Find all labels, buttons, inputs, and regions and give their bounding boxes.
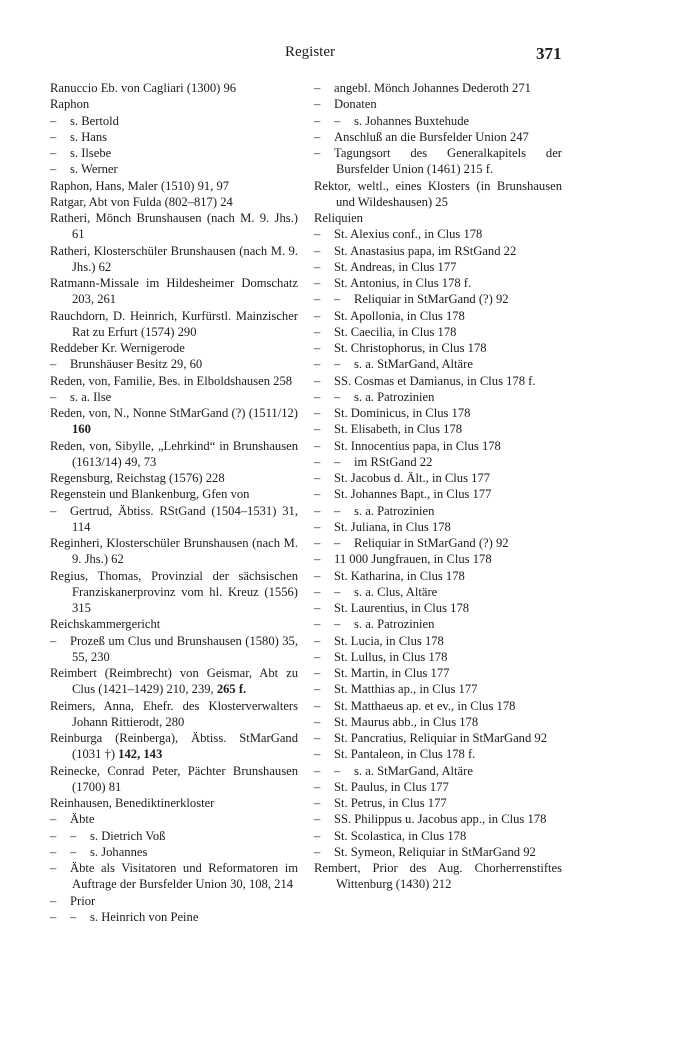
entry-text: St. Johannes Bapt., in Clus 177 (334, 487, 492, 502)
entry-text: Reden, von, Familie, Bes. in Elboldshausen 258 (50, 373, 293, 388)
entry-text: Äbte als Visitatoren und Reformatoren im Auftrage der Bursfelder Union 30, 108, 214 (70, 861, 298, 892)
entry-text: Ratheri, Klosterschüler Brunshausen (nach M. 9. Jhs.) 62 (50, 243, 298, 274)
subentry-dash: – (314, 779, 321, 794)
entry-text: St. Anastasius papa, im RStGand 22 (334, 243, 517, 258)
subentry-dash: – (314, 471, 321, 485)
subentry-dash: – (314, 796, 321, 810)
entry-text: s. a. StMarGand, Altäre (354, 763, 473, 778)
entry-text: Reinecke, Conrad Peter, Pächter Brunshausen (1700) 81 (50, 763, 298, 794)
subentry-dash: – (50, 357, 57, 372)
entry-text: St. Scolastica, in Clus 178 (334, 828, 467, 843)
entry-text: s. a. Clus, Altäre (354, 584, 438, 599)
index-entry (314, 730, 562, 746)
subentry-dash: – (50, 844, 57, 859)
entry-text: s. Hans (70, 129, 108, 144)
index-entry (314, 438, 562, 454)
index-entry (314, 389, 562, 405)
subentry-dash: – (314, 438, 321, 453)
subentry-dash: – (314, 454, 321, 469)
subentry-dash: – (314, 617, 321, 632)
entry-text: Ratgar, Abt von Fulda (802–817) 24 (50, 194, 233, 209)
entry-text: Reichskammergericht (50, 617, 161, 632)
entry-main-reference: 142, 143 (118, 747, 163, 762)
index-entry (314, 746, 562, 762)
index-entry (314, 698, 562, 714)
index-entry (50, 633, 298, 666)
index-entry (314, 275, 562, 291)
subentry-dash: – (314, 698, 321, 713)
index-entry (50, 373, 298, 389)
subentry-dash: – (314, 503, 321, 518)
subentry-dash: – (314, 243, 321, 258)
entry-text: Brunshäuser Besitz 29, 60 (70, 357, 203, 372)
entry-text: SS. Philippus u. Jacobus app., in Clus 178 (334, 812, 547, 827)
subentry-dash: – (314, 422, 321, 437)
subentry-dash: – (314, 812, 321, 827)
index-entry (314, 714, 562, 730)
index-entry (314, 795, 562, 811)
index-entry (50, 535, 298, 568)
entry-text: s. Johannes Buxtehude (354, 113, 470, 128)
index-entry (50, 356, 298, 372)
entry-text: St. Caecilia, in Clus 178 (334, 324, 457, 339)
index-entry (50, 113, 298, 129)
entry-text: Rektor, weltl., eines Klosters (in Brunshausen und Wildeshausen) 25 (314, 178, 562, 209)
index-entry (314, 860, 562, 893)
index-entry (50, 438, 298, 471)
entry-text: Reimers, Anna, Ehefr. des Klosterverwalters Johann Rittierodt, 280 (50, 698, 298, 729)
entry-text: Regensburg, Reichstag (1576) 228 (50, 471, 225, 485)
entry-text: St. Pancratius, Reliquiar in StMarGand 92 (334, 731, 548, 745)
subentry-dash: – (314, 519, 321, 534)
index-entry (314, 226, 562, 242)
entry-text: s. Bertold (70, 113, 119, 128)
subentry-dash: – (50, 893, 57, 908)
subentry-dash: – (314, 666, 321, 680)
entry-text: Raphon (50, 97, 90, 112)
entry-text: St. Matthaeus ap. et ev., in Clus 178 (334, 698, 516, 713)
index-entry (50, 828, 298, 844)
index-entry (50, 340, 298, 356)
subentry-dash: – (50, 146, 57, 160)
index-column-right (314, 80, 562, 893)
subentry-dash: – (50, 129, 57, 144)
subentry-dash: – (50, 909, 57, 924)
index-entry (314, 243, 562, 259)
subentry-dash: – (314, 487, 321, 502)
index-entry (50, 698, 298, 731)
index-entry (50, 161, 298, 177)
entry-text: Reinhausen, Benediktinerkloster (50, 796, 215, 810)
subentry-dash: – (70, 909, 77, 924)
entry-text: Reliquien (314, 211, 363, 225)
subentry-dash: – (70, 844, 77, 859)
index-entry (50, 275, 298, 308)
index-entry (50, 470, 298, 486)
entry-text: angebl. Mönch Johannes Dederoth 271 (334, 81, 531, 95)
running-head: Register (285, 44, 335, 60)
subentry-dash: – (334, 389, 341, 404)
entry-text: Reliquiar in StMarGand (?) 92 (354, 292, 509, 307)
index-entry (314, 649, 562, 665)
index-entry (314, 113, 562, 129)
entry-text: Reimbert (Reimbrecht) von Geismar, Abt zu Clus (1421–1429) 210, 239, (50, 666, 298, 697)
entry-text: s. Heinrich von Peine (90, 909, 199, 924)
index-entry (314, 633, 562, 649)
index-entry (50, 503, 298, 536)
entry-text: Reinburga (Reinberga), Äbtiss. StMarGand (1031 †) (50, 731, 298, 762)
index-entry (50, 860, 298, 893)
subentry-dash: – (50, 861, 57, 875)
subentry-dash: – (314, 259, 321, 274)
subentry-dash: – (334, 357, 341, 372)
subentry-dash: – (314, 341, 321, 355)
subentry-dash: – (314, 97, 321, 112)
entry-text: St. Dominicus, in Clus 178 (334, 406, 471, 420)
entry-text: Regius, Thomas, Provinzial der sächsischen Franziskanerprovinz vom hl. Kreuz (1556) 315 (50, 568, 298, 615)
subentry-dash: – (334, 584, 341, 599)
entry-text: St. Innocentius papa, in Clus 178 (334, 438, 501, 453)
entry-text: St. Elisabeth, in Clus 178 (334, 422, 463, 437)
entry-text: Reginheri, Klosterschüler Brunshausen (nach M. 9. Jhs.) 62 (50, 536, 298, 567)
subentry-dash: – (314, 584, 321, 599)
entry-main-reference: 160 (72, 422, 91, 437)
subentry-dash: – (50, 503, 57, 518)
subentry-dash: – (314, 324, 321, 339)
entry-text: Regenstein und Blankenburg, Gfen von (50, 487, 250, 502)
index-entry (314, 568, 562, 584)
subentry-dash: – (314, 146, 321, 160)
subentry-dash: – (50, 389, 57, 404)
subentry-dash: – (314, 844, 321, 859)
entry-text: s. Johannes (90, 844, 148, 859)
index-entry (314, 470, 562, 486)
entry-text: s. a. Patrozinien (354, 617, 435, 632)
index-entry (50, 194, 298, 210)
subentry-dash: – (314, 649, 321, 664)
index-entry (314, 324, 562, 340)
subentry-dash: – (314, 81, 321, 95)
entry-text: Raphon, Hans, Maler (1510) 91, 97 (50, 178, 230, 193)
index-entry (314, 763, 562, 779)
entry-text: im RStGand 22 (354, 454, 433, 469)
entry-text: s. Dietrich Voß (90, 828, 166, 843)
subentry-dash: – (314, 276, 321, 290)
entry-text: Prior (70, 893, 96, 908)
subentry-dash: – (314, 633, 321, 648)
index-entry (314, 681, 562, 697)
index-entry (50, 665, 298, 698)
index-entry (314, 129, 562, 145)
index-entry (50, 96, 298, 112)
index-entry (50, 129, 298, 145)
subentry-dash: – (50, 828, 57, 843)
subentry-dash: – (50, 162, 57, 177)
subentry-dash: – (314, 731, 321, 745)
entry-text: St. Jacobus d. Ält., in Clus 177 (334, 471, 491, 485)
index-entry (314, 405, 562, 421)
index-entry (314, 844, 562, 860)
entry-text: Rauchdorn, D. Heinrich, Kurfürstl. Mainzischer Rat zu Erfurt (1574) 290 (50, 308, 298, 339)
entry-text: Tagungsort des Generalkapitels der Bursfelder Union (1461) 215 f. (334, 146, 562, 177)
index-entry (314, 828, 562, 844)
subentry-dash: – (314, 552, 321, 567)
subentry-dash: – (314, 373, 321, 388)
entry-text: Reliquiar in StMarGand (?) 92 (354, 536, 509, 550)
entry-text: Reddeber Kr. Wernigerode (50, 341, 185, 355)
entry-text: Reden, von, Sibylle, „Lehrkind“ in Brunshausen (1613/14) 49, 73 (50, 438, 298, 469)
entry-text: St. Antonius, in Clus 178 f. (334, 276, 472, 290)
entry-text: St. Matthias ap., in Clus 177 (334, 682, 478, 697)
entry-text: Äbte (70, 812, 95, 827)
entry-text: Ranuccio Eb. von Cagliari (1300) 96 (50, 81, 237, 95)
index-entry (50, 795, 298, 811)
index-entry (314, 373, 562, 389)
entry-text: Gertrud, Äbtiss. RStGand (1504–1531) 31, 114 (70, 503, 298, 534)
entry-text: Anschluß an die Bursfelder Union 247 (334, 129, 529, 144)
entry-text: St. Lullus, in Clus 178 (334, 649, 448, 664)
subentry-dash: – (50, 633, 57, 648)
index-entry (314, 503, 562, 519)
index-entry (314, 551, 562, 567)
index-entry (50, 486, 298, 502)
entry-text: 11 000 Jungfrauen, in Clus 178 (334, 552, 492, 567)
index-entry (50, 730, 298, 763)
entry-text: St. Pantaleon, in Clus 178 f. (334, 747, 476, 762)
subentry-dash: – (50, 113, 57, 128)
entry-text: Donaten (334, 97, 377, 112)
entry-text: St. Apollonia, in Clus 178 (334, 308, 465, 323)
entry-text: Reden, von, N., Nonne StMarGand (?) (1511/12) (50, 406, 298, 420)
entry-text: St. Katharina, in Clus 178 (334, 568, 465, 583)
page-number: 371 (536, 44, 562, 63)
index-entry (50, 844, 298, 860)
index-entry (50, 811, 298, 827)
index-entry (314, 178, 562, 211)
index-entry (314, 210, 562, 226)
index-entry (50, 308, 298, 341)
index-entry (314, 145, 562, 178)
index-entry (314, 486, 562, 502)
subentry-dash: – (314, 113, 321, 128)
index-entry (50, 616, 298, 632)
subentry-dash: – (314, 406, 321, 420)
index-entry (314, 96, 562, 112)
subentry-dash: – (314, 308, 321, 323)
index-entry (50, 178, 298, 194)
index-entry (50, 80, 298, 96)
entry-text: s. a. Patrozinien (354, 389, 435, 404)
subentry-dash: – (70, 828, 77, 843)
entry-text: Prozeß um Clus und Brunshausen (1580) 35, 55, 230 (70, 633, 298, 664)
entry-text: Rembert, Prior des Aug. Chorherrenstiftes Wittenburg (1430) 212 (314, 861, 562, 892)
subentry-dash: – (314, 389, 321, 404)
subentry-dash: – (314, 763, 321, 778)
entry-text: St. Paulus, in Clus 177 (334, 779, 449, 794)
entry-text: St. Maurus abb., in Clus 178 (334, 714, 479, 729)
subentry-dash: – (314, 568, 321, 583)
entry-main-reference: 265 f. (216, 682, 247, 697)
entry-text: s. Werner (70, 162, 118, 177)
index-entry (314, 80, 562, 96)
index-entry (50, 893, 298, 909)
index-entry (314, 616, 562, 632)
subentry-dash: – (314, 227, 321, 242)
entry-text: St. Martin, in Clus 177 (334, 666, 450, 680)
index-entry (314, 600, 562, 616)
subentry-dash: – (314, 747, 321, 762)
index-column-left (50, 80, 298, 925)
index-entry (314, 356, 562, 372)
entry-text: s. Ilsebe (70, 146, 112, 160)
entry-text: St. Lucia, in Clus 178 (334, 633, 444, 648)
entry-text: St. Alexius conf., in Clus 178 (334, 227, 483, 242)
index-entry (50, 763, 298, 796)
subentry-dash: – (314, 682, 321, 697)
index-entry (314, 308, 562, 324)
entry-text: Ratmann-Missale im Hildesheimer Domschatz 203, 261 (50, 276, 298, 307)
subentry-dash: – (314, 129, 321, 144)
entry-text: St. Laurentius, in Clus 178 (334, 601, 470, 615)
entry-text: s. a. Patrozinien (354, 503, 435, 518)
entry-text: Ratheri, Mönch Brunshausen (nach M. 9. Jhs.) 61 (50, 211, 298, 242)
index-entry (314, 519, 562, 535)
index-entry (314, 454, 562, 470)
index-entry (314, 779, 562, 795)
index-entry (314, 811, 562, 827)
index-entry (314, 421, 562, 437)
entry-text: St. Juliana, in Clus 178 (334, 519, 451, 534)
index-entry (314, 665, 562, 681)
subentry-dash: – (334, 536, 341, 550)
entry-text: St. Symeon, Reliquiar in StMarGand 92 (334, 844, 536, 859)
entry-text: St. Andreas, in Clus 177 (334, 259, 457, 274)
subentry-dash: – (314, 828, 321, 843)
index-entry (50, 405, 298, 438)
entry-text: s. a. StMarGand, Altäre (354, 357, 473, 372)
subentry-dash: – (314, 536, 321, 550)
subentry-dash: – (334, 763, 341, 778)
subentry-dash: – (334, 617, 341, 632)
index-entry (50, 243, 298, 276)
index-entry (50, 909, 298, 925)
entry-text: s. a. Ilse (70, 389, 112, 404)
subentry-dash: – (334, 454, 341, 469)
index-entry (50, 389, 298, 405)
index-entry (314, 259, 562, 275)
subentry-dash: – (314, 292, 321, 307)
index-entry (50, 145, 298, 161)
index-entry (314, 535, 562, 551)
subentry-dash: – (334, 292, 341, 307)
subentry-dash: – (334, 113, 341, 128)
index-entry (314, 291, 562, 307)
subentry-dash: – (314, 601, 321, 615)
index-entry (314, 584, 562, 600)
index-entry (50, 210, 298, 243)
subentry-dash: – (314, 357, 321, 372)
entry-text: St. Petrus, in Clus 177 (334, 796, 447, 810)
entry-text: St. Christophorus, in Clus 178 (334, 341, 487, 355)
subentry-dash: – (50, 812, 57, 827)
index-entry (314, 340, 562, 356)
entry-text: SS. Cosmas et Damianus, in Clus 178 f. (334, 373, 536, 388)
subentry-dash: – (314, 714, 321, 729)
index-entry (50, 568, 298, 617)
subentry-dash: – (334, 503, 341, 518)
